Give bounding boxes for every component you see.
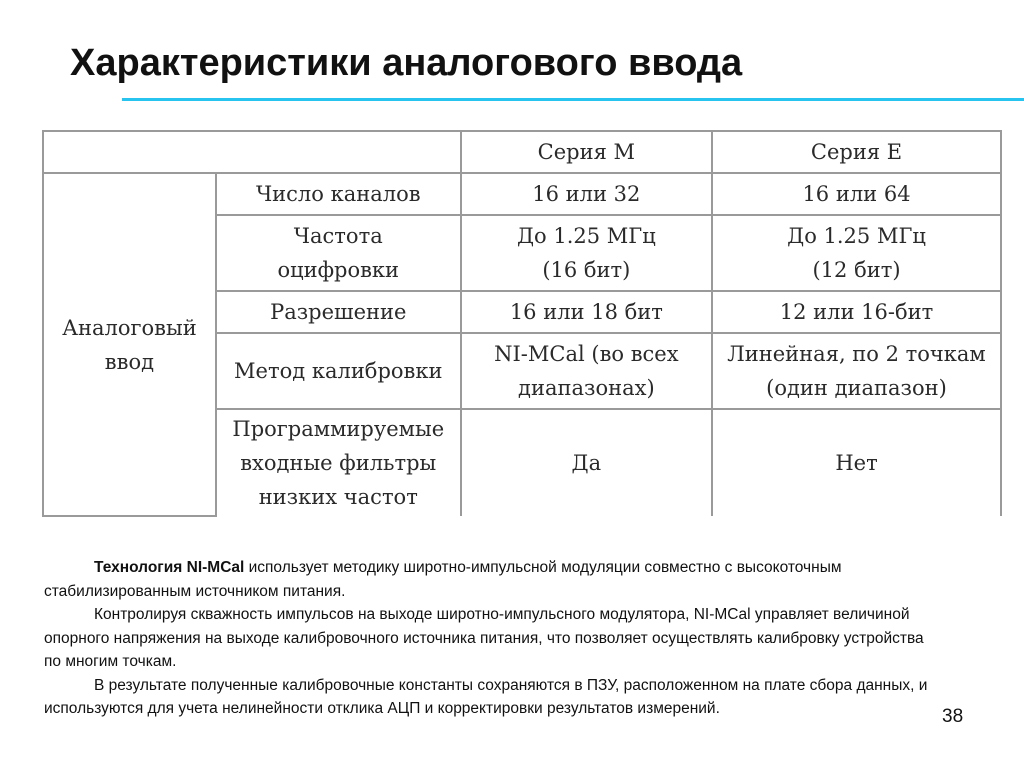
group-label-cell bbox=[43, 173, 216, 516]
param-cell bbox=[216, 409, 461, 516]
header-series-e: Серия E bbox=[712, 131, 1001, 173]
note-paragraph: В результате полученные калибровочные константы сохраняются в ПЗУ, расположенном на плате сбора данных, и используются для учета нелинейности отклика АЦП и корректировки результатов измерений. bbox=[44, 676, 928, 717]
series-m-cell bbox=[461, 215, 712, 291]
param-line: входные фильтры bbox=[240, 451, 437, 475]
param-cell bbox=[216, 215, 461, 291]
series-m-cell bbox=[461, 409, 712, 516]
slide-title: Характеристики аналогового ввода bbox=[70, 42, 743, 84]
series-e-cell bbox=[712, 291, 1001, 333]
value-line: 16 или 18 бит bbox=[509, 300, 663, 324]
group-label-line: ввод bbox=[104, 349, 155, 374]
note-bold-term: Технология NI-MCal bbox=[94, 559, 245, 576]
value-line: До 1.25 МГц bbox=[787, 224, 926, 248]
param-cell bbox=[216, 333, 461, 409]
series-e-cell bbox=[712, 333, 1001, 409]
value-line: диапазонах) bbox=[518, 376, 655, 400]
notes-text bbox=[44, 556, 944, 721]
group-label-line: Аналоговый bbox=[62, 315, 197, 340]
page-number: 38 bbox=[942, 706, 964, 727]
param-line: Число каналов bbox=[255, 182, 421, 206]
value-line: 16 или 32 bbox=[532, 182, 641, 206]
value-line: Нет bbox=[835, 451, 878, 475]
value-line: (16 бит) bbox=[542, 258, 631, 282]
param-line: Разрешение bbox=[270, 300, 407, 324]
param-line: оцифровки bbox=[277, 258, 400, 282]
value-line: NI-MCal (во всех bbox=[494, 342, 679, 366]
value-line: До 1.25 МГц bbox=[516, 224, 656, 248]
param-line: Метод калибровки bbox=[234, 359, 443, 383]
value-line: (12 бит) bbox=[812, 258, 901, 282]
value-line: 12 или 16-бит bbox=[779, 300, 934, 324]
note-text: использует методику широтно-импульсной модуляции совместно с высокоточным стабилизированным источником питания. bbox=[44, 559, 842, 600]
series-m-cell bbox=[461, 333, 712, 409]
series-e-cell bbox=[712, 173, 1001, 215]
param-cell bbox=[216, 291, 461, 333]
value-line: Да bbox=[571, 451, 602, 475]
note-paragraph bbox=[44, 556, 944, 603]
series-e-cell bbox=[712, 215, 1001, 291]
title-underline bbox=[122, 98, 1024, 101]
specs-table bbox=[42, 130, 1002, 517]
table-row bbox=[43, 173, 1001, 215]
series-m-cell bbox=[461, 291, 712, 333]
note-paragraph: Контролируя скважность импульсов на выходе широтно-импульсного модулятора, NI-MCal управляет величиной опорного напряжения на выходе калибровочного источника питания, что позволяет осуществлять калибровку устройства по многим точкам. bbox=[44, 606, 924, 670]
param-cell bbox=[216, 173, 461, 215]
param-line: Программируемые bbox=[232, 417, 445, 441]
header-series-m: Серия M bbox=[461, 131, 712, 173]
header-empty-cell bbox=[43, 131, 461, 173]
series-m-cell bbox=[461, 173, 712, 215]
value-line: 16 или 64 bbox=[802, 182, 911, 206]
value-line: (один диапазон) bbox=[766, 376, 947, 400]
table-header-row bbox=[43, 131, 1001, 173]
param-line: низких частот bbox=[258, 485, 418, 509]
series-e-cell bbox=[712, 409, 1001, 516]
param-line: Частота bbox=[293, 224, 383, 248]
value-line: Линейная, по 2 точкам bbox=[727, 342, 986, 366]
